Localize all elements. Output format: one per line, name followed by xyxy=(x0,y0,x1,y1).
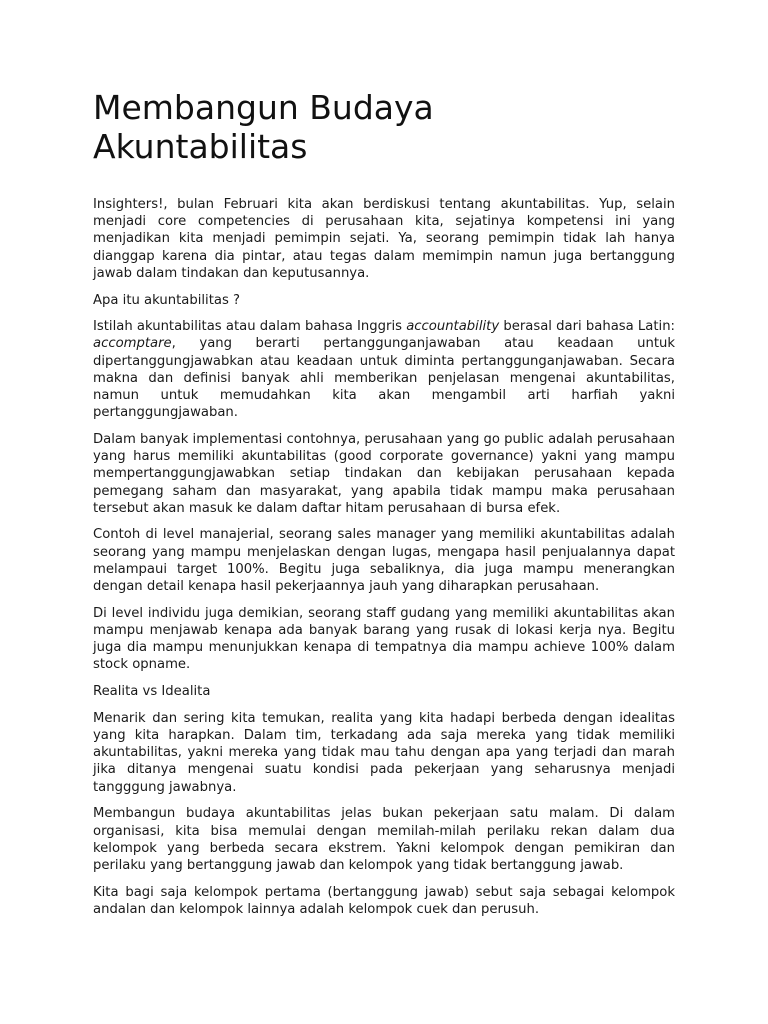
definition-text-a: Istilah akuntabilitas atau dalam bahasa Inggris xyxy=(93,319,407,335)
intro-paragraph: Insighters!, bulan Februari kita akan berdiskusi tentang akuntabilitas. Yup, selain menjadi core competencies di perusahaan kita, sejatinya kompetensi ini yang menjadikan kita menjadi pemimpin sejati. Ya, seorang pemimpin tidak lah hanya dianggap karena dia pintar, atau tegas dalam memimpin namun juga bertanggung jawab dalam tindakan dan keputusannya. xyxy=(93,197,675,281)
definition-paragraph xyxy=(93,318,675,421)
managerial-paragraph: Contoh di level manajerial, seorang sales manager yang memiliki akuntabilitas adalah seorang yang mampu menjelaskan dengan lugas, mengapa hasil penjualannya dapat melampaui target 100%. Begitu juga sebaliknya, dia juga mampu menerangkan dengan detail kenapa hasil pekerjaannya jauh yang diharapkan perusahaan. xyxy=(93,527,675,595)
title-line-2: Akuntabilitas xyxy=(93,127,308,166)
section-heading-reality: Realita vs Idealita xyxy=(93,684,211,700)
definition-text-c: , yang berarti pertanggunganjawaban atau keadaan untuk dipertanggungjawabkan atau keadaan untuk diminta pertanggunganjawaban. Secara makna dan definisi banyak ahli memberikan penjelasan mengenai akuntabilitas, namun untuk memudahkan kita akan mengambil arti harfiah yakni pertanggungjawaban. xyxy=(93,336,675,421)
culture-paragraph: Membangun budaya akuntabilitas jelas bukan pekerjaan satu malam. Di dalam organisasi, kita bisa memulai dengan memilah-milah perilaku rekan dalam dua kelompok yang berbeda secara ekstrem. Yakni kelompok dengan pemikiran dan perilaku yang bertanggung jawab dan kelompok yang tidak bertanggung jawab. xyxy=(93,806,675,873)
reality-paragraph: Menarik dan sering kita temukan, realita yang kita hadapi berbeda dengan idealitas yang kita harapkan. Dalam tim, terkadang ada saja mereka yang tidak memiliki akuntabilitas, yakni mereka yang tidak mau tahu dengan apa yang terjadi dan marah jika ditanya mengenai suatu kondisi pada pekerjaan yang seharusnya menjadi tangggung jawabnya. xyxy=(93,710,675,795)
page-title xyxy=(93,88,675,166)
term-accomptare: accomptare xyxy=(93,336,172,352)
definition-text-b: berasal dari bahasa Latin: xyxy=(499,319,675,335)
individual-paragraph: Di level individu juga demikian, seorang staff gudang yang memiliki akuntabilitas akan mampu menjawab kenapa ada banyak barang yang rusak di lokasi kerja nya. Begitu juga dia mampu menunjukkan kenapa di tempatnya dia mampu achieve 100% dalam stock opname. xyxy=(93,605,675,673)
implementation-paragraph: Dalam banyak implementasi contohnya, perusahaan yang go public adalah perusahaan yang harus memiliki akuntabilitas (good corporate governance) yakni yang mampu mempertanggungjawabkan setiap tindakan dan kebijakan perusahaan kepada pemegang saham dan masyarakat, yang apabila tidak mampu maka perusahaan tersebut akan masuk ke dalam daftar hitam perusahaan di bursa efek. xyxy=(93,431,675,516)
title-line-1: Membangun Budaya xyxy=(93,88,434,127)
term-accountability: accountability xyxy=(406,319,500,335)
section-heading-definition: Apa itu akuntabilitas ? xyxy=(93,292,241,308)
groups-paragraph: Kita bagi saja kelompok pertama (bertanggung jawab) sebut saja sebagai kelompok andalan dan kelompok lainnya adalah kelompok cuek dan perusuh. xyxy=(93,884,675,917)
document-page xyxy=(93,88,675,928)
